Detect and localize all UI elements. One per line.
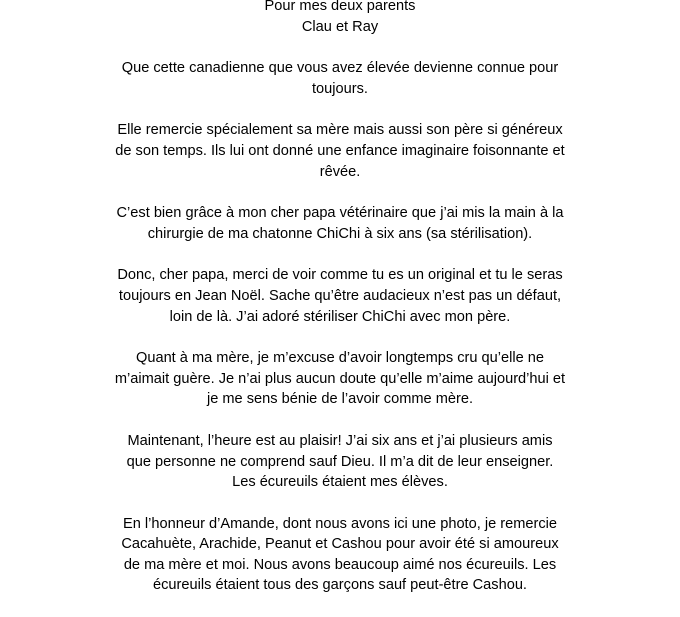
text-line: Maintenant, l’heure est au plaisir! J’ai six ans et j’ai plusieurs amis (127, 432, 553, 449)
text-line: je me sens bénie de l’avoir comme mère. (206, 391, 474, 408)
text-line: En l’honneur d’Amande, dont nous avons ici une photo, je remercie (122, 515, 558, 532)
paragraph-ma-mere (0, 348, 680, 410)
text-line: C’est bien grâce à mon cher papa vétérinaire que j’ai mis la main à la (116, 205, 564, 222)
text-line: loin de là. J’ai adoré stériliser ChiChi avec mon père. (169, 308, 511, 325)
paragraph-canadienne (0, 58, 680, 99)
text-line: Quant à ma mère, je m’excuse d’avoir longtemps cru qu’elle ne (135, 350, 544, 367)
text-line: chirurgie de ma chatonne ChiChi à six ans (sa stérilisation). (147, 225, 533, 242)
dedication-line-2: Clau et Ray (301, 18, 379, 35)
paragraph-papa-veterinaire (0, 203, 680, 244)
text-line: Les écureuils étaient mes élèves. (232, 474, 448, 491)
paragraph-remerciement (0, 120, 680, 182)
text-line: rêvée. (319, 163, 361, 180)
text-line: Donc, cher papa, merci de voir comme tu es un original et tu le seras (117, 267, 563, 284)
text-line: de ma mère et moi. Nous avons beaucoup aimé nos écureuils. Les (123, 556, 557, 573)
text-line: que personne ne comprend sauf Dieu. Il m’a dit de leur enseigner. (126, 453, 554, 470)
text-line: de son temps. Ils lui ont donné une enfance imaginaire foisonnante et (115, 142, 565, 159)
dedication (0, 0, 680, 37)
paragraph-cher-papa (0, 265, 680, 327)
paragraph-ecureuils (0, 514, 680, 596)
text-line: Cacahuète, Arachide, Peanut et Cashou pour avoir été si amoureux (121, 536, 559, 553)
text-line: toujours en Jean Noël. Sache qu’être audacieux n’est pas un défaut, (118, 287, 562, 304)
text-line: Que cette canadienne que vous avez élevée devienne connue pour (121, 60, 559, 77)
text-line: toujours. (312, 80, 368, 97)
text-line: Elle remercie spécialement sa mère mais aussi son père si généreux (117, 122, 563, 139)
text-line: m’aimait guère. Je n’ai plus aucun doute qu’elle m’aime aujourd’hui et (114, 370, 566, 387)
paragraph-plaisir (0, 431, 680, 493)
dedication-line-1: Pour mes deux parents (264, 0, 416, 14)
text-line: écureuils étaient tous des garçons sauf peut-être Cashou. (153, 577, 527, 594)
